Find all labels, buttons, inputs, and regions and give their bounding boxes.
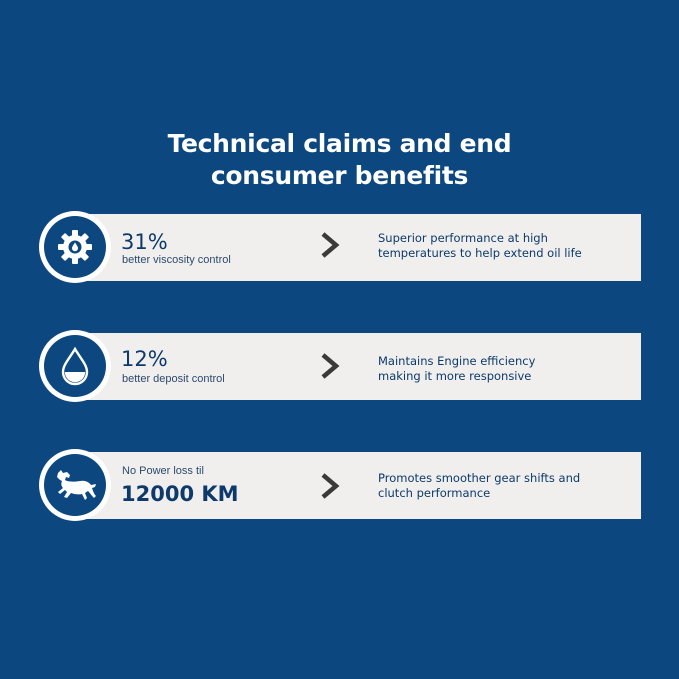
claim-badge	[39, 211, 111, 283]
claim-label: better viscosity control	[122, 254, 231, 266]
claim-value: 12000 KM	[121, 482, 239, 506]
claim-badge	[39, 330, 111, 402]
benefit-line-2: clutch performance	[378, 486, 491, 500]
claim-label: better deposit control	[122, 373, 225, 385]
page-title	[0, 128, 679, 192]
claim-benefit	[378, 231, 598, 261]
benefit-line-1: Superior performance at high	[378, 231, 548, 245]
claim-row-viscosity	[0, 211, 679, 283]
chevron-right-icon	[320, 232, 340, 258]
title-line-2: consumer benefits	[210, 161, 469, 190]
benefit-line-2: making it more responsive	[378, 369, 532, 383]
benefit-line-1: Promotes smoother gear shifts and	[378, 471, 581, 485]
claim-row-deposit	[0, 330, 679, 402]
oil-drop-icon	[58, 346, 92, 386]
chevron-right-icon	[320, 473, 340, 499]
benefit-line-2: temperatures to help extend oil life	[378, 246, 582, 260]
horse-icon	[52, 467, 98, 503]
claim-value: 31%	[121, 230, 168, 254]
gear-oil-drop-icon	[55, 227, 95, 267]
claim-value: 12%	[121, 347, 168, 371]
claim-label: No Power loss til	[122, 465, 204, 477]
claim-badge	[39, 449, 111, 521]
title-line-1: Technical claims and end	[167, 129, 512, 158]
claim-row-power	[0, 449, 679, 521]
claim-benefit	[378, 471, 598, 501]
claim-benefit	[378, 354, 598, 384]
chevron-right-icon	[320, 353, 340, 379]
benefit-line-1: Maintains Engine efficiency	[378, 354, 536, 368]
